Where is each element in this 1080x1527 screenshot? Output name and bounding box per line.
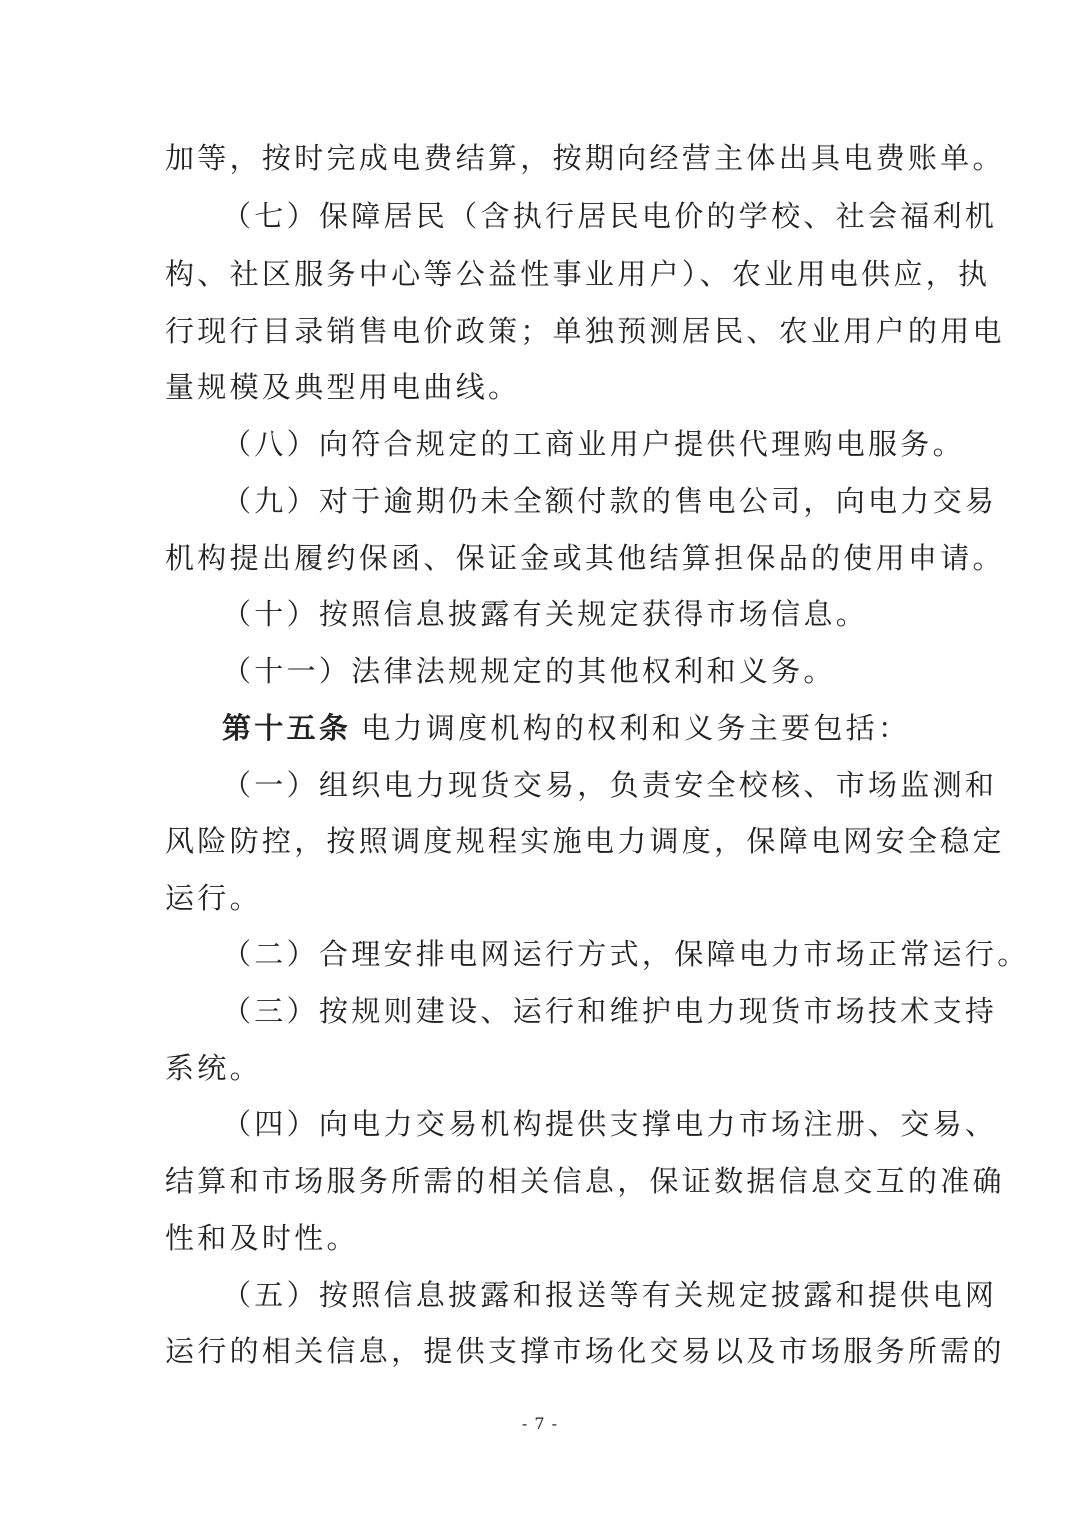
- text-line: 机构提出履约保函、保证金或其他结算担保品的使用申请。: [165, 541, 1005, 575]
- text-line: 运行的相关信息，提供支撑市场化交易以及市场服务所需的: [165, 1334, 1005, 1368]
- page-number: - 7 -: [521, 1414, 559, 1433]
- text-line: （一）组织电力现货交易，负责安全校核、市场监测和: [222, 768, 998, 802]
- text-line: （十一）法律法规规定的其他权利和义务。: [222, 654, 836, 688]
- text-line: 运行。: [165, 881, 262, 915]
- text-line: 性和及时性。: [165, 1221, 359, 1255]
- text-line: （八）向符合规定的工商业用户提供代理购电服务。: [222, 427, 965, 461]
- text-line: 加等，按时完成电费结算，按期向经营主体出具电费账单。: [165, 141, 1005, 175]
- text-line: 系统。: [165, 1051, 262, 1085]
- text-line: 量规模及典型用电曲线。: [165, 370, 521, 404]
- text-line: 行现行目录销售电价政策；单独预测居民、农业用户的用电: [165, 314, 1005, 348]
- text-line: 构、社区服务中心等公益性事业用户）、农业用电供应，执: [165, 257, 991, 291]
- text-line: （二）合理安排电网运行方式，保障电力市场正常运行。: [222, 937, 1030, 971]
- text-line: （十）按照信息披露有关规定获得市场信息。: [222, 597, 869, 631]
- text-line: 结算和市场服务所需的相关信息，保证数据信息交互的准确: [165, 1164, 1005, 1198]
- text-line: （三）按规则建设、运行和维护电力现货市场技术支持: [222, 994, 998, 1028]
- text-line: 风险防控，按照调度规程实施电力调度，保障电网安全稳定: [165, 824, 1005, 858]
- text-line: （九）对于逾期仍未全额付款的售电公司，向电力交易: [222, 484, 998, 518]
- article-text: 电力调度机构的权利和义务主要包括：: [361, 711, 911, 745]
- text-line: （五）按照信息披露和报送等有关规定披露和提供电网: [222, 1278, 998, 1312]
- text-line: （四）向电力交易机构提供支撑电力市场注册、交易、: [222, 1107, 998, 1141]
- article-number: 第十五条: [222, 711, 352, 745]
- article-heading: [222, 711, 910, 745]
- text-line: （七）保障居民（含执行居民电价的学校、社会福利机: [222, 199, 998, 233]
